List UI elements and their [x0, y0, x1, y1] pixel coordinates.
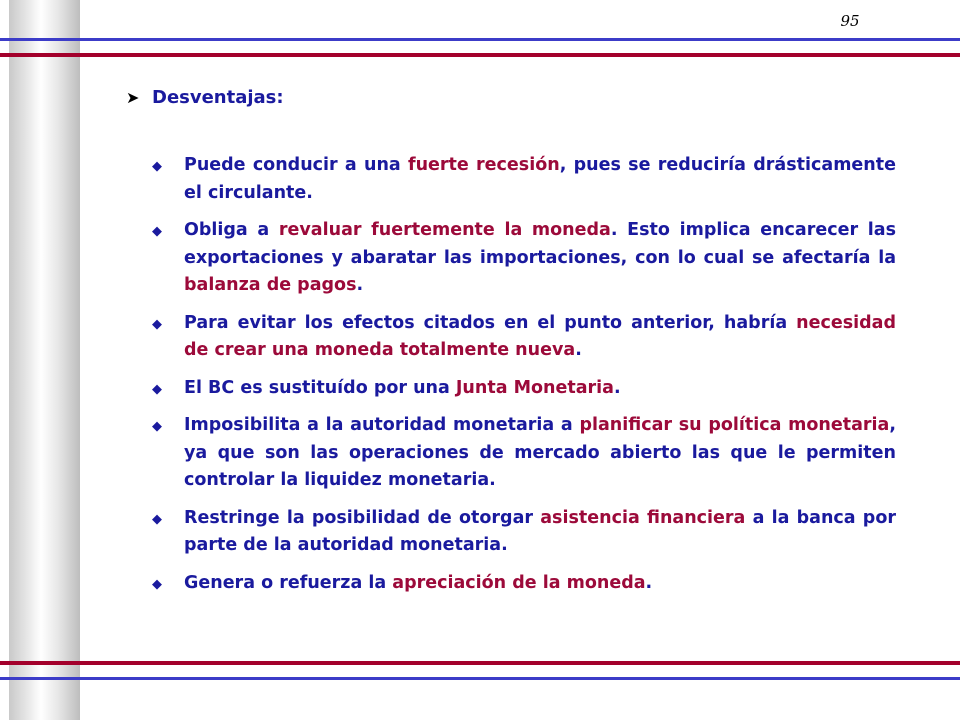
diamond-bullet-icon: ◆ [152, 511, 162, 527]
bullet-item: ◆ El BC es sustituído por una Junta Monetaria. [150, 375, 896, 403]
section-heading [126, 87, 284, 108]
top-rule-red [0, 53, 960, 57]
diamond-bullet-icon: ◆ [152, 419, 162, 434]
diamond-bullet-icon: ◆ [152, 159, 162, 174]
bottom-rule-blue [0, 677, 960, 680]
bullet-item: ◆ Imposibilita a la autoridad monetaria a planificar su política monetaria, ya que son las operaciones de mercado abierto las que le permiten controlar la liquidez monetaria. [152, 415, 896, 490]
diamond-bullet-icon: ◆ [152, 224, 162, 239]
bullet-item: ◆ Genera o refuerza la apreciación de la moneda. [150, 570, 896, 598]
diamond-bullet-icon: ◆ [152, 381, 162, 397]
left-gray-sidebar [9, 0, 80, 720]
bullet-item: ◆ Puede conducir a una fuerte recesión, pues se reduciría drásticamente el circulante. [152, 155, 896, 203]
arrow-bullet-icon: ➤ [126, 88, 140, 107]
page-number: 95 [840, 12, 860, 30]
bullet-list [150, 152, 896, 607]
diamond-bullet-icon: ◆ [152, 576, 162, 592]
bullet-item: ◆ Restringe la posibilidad de otorgar asistencia financiera a la banca por parte de la autoridad monetaria. [152, 507, 896, 555]
bullet-item: ◆ Obliga a revaluar fuertemente la moneda. Esto implica encarecer las exportaciones y abaratar las importaciones, con lo cual se afectaría la balanza de pagos. [152, 220, 896, 295]
heading-label: Desventajas: [152, 87, 284, 108]
bottom-rule-red [0, 661, 960, 665]
top-rule-blue [0, 38, 960, 41]
diamond-bullet-icon: ◆ [152, 316, 162, 332]
bullet-item: ◆ Para evitar los efectos citados en el punto anterior, habría necesidad de crear una moneda totalmente nueva. [152, 312, 896, 360]
